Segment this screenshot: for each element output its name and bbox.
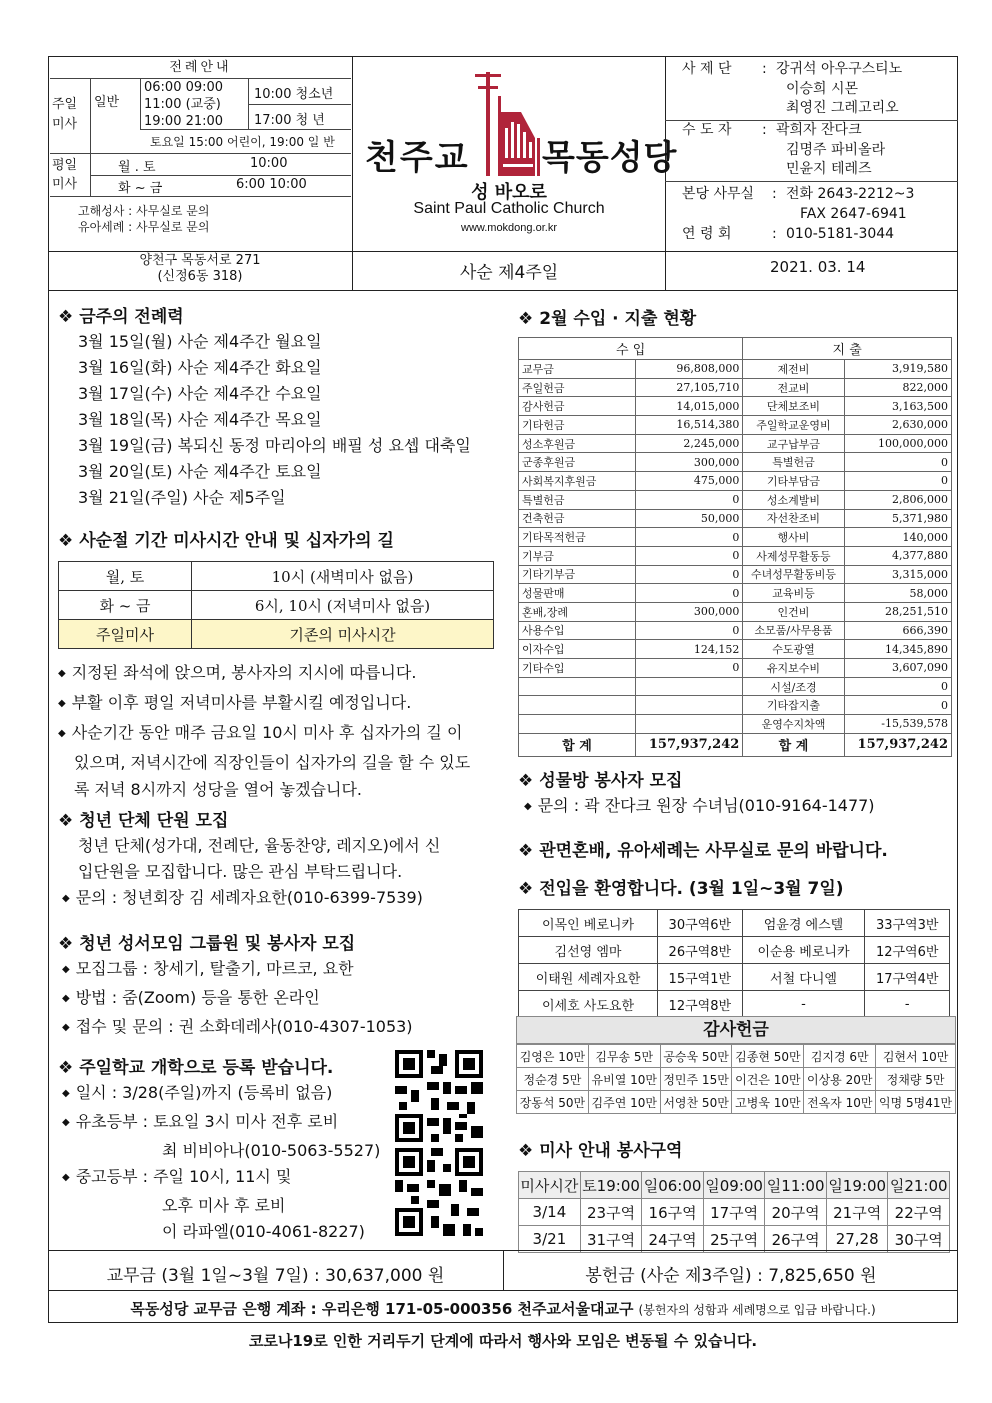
zone-cell: 17구역 xyxy=(703,1199,765,1226)
income-amount: 0 xyxy=(636,528,743,547)
office-phone: 전화 2643-2212~3 xyxy=(786,186,915,202)
zone-cell: 16구역 xyxy=(642,1199,704,1226)
table-row: 화 ~ 금 6시, 10시 (저녁미사 없음) xyxy=(59,591,494,620)
table-row xyxy=(519,397,952,416)
income-label: 사회복지후원금 xyxy=(519,472,636,491)
expense-label: 기타부담금 xyxy=(743,472,844,491)
weekday-time-1: 10:00 xyxy=(250,156,288,171)
table-row xyxy=(519,677,952,696)
table-row xyxy=(519,434,952,453)
income-label xyxy=(519,715,636,734)
zones-title: ❖ 미사 안내 봉사구역 xyxy=(518,1136,954,1161)
welcome-cell: 12구역6반 xyxy=(865,937,950,964)
school-elem-contact: 최 비비아나(010-5063-5527) xyxy=(162,1141,381,1160)
income-label: 교무금 xyxy=(519,360,636,379)
lent-section xyxy=(58,526,498,803)
weekday-mass-label: 평일 미사 xyxy=(52,158,78,192)
income-label: 기타수입 xyxy=(519,659,636,678)
finance-total-row xyxy=(519,733,952,756)
expense-amount: 666,390 xyxy=(844,621,951,640)
religious-role: 수 도 자 xyxy=(682,122,732,138)
expense-amount: 3,163,500 xyxy=(844,397,951,416)
income-amount: 0 xyxy=(636,490,743,509)
expense-amount: 140,000 xyxy=(844,528,951,547)
liturgy-item: 3월 15일(월) 사순 제4주간 월요일 xyxy=(78,332,322,351)
saturday-mass-line: 토요일 15:00 어린이, 19:00 일 반 xyxy=(150,135,335,149)
thanks-cell: 유비열 10만 xyxy=(588,1068,660,1091)
school-title: ❖ 주일학교 개학으로 등록 받습니다. xyxy=(58,1053,498,1078)
sunday-time-1: 06:00 09:00 xyxy=(144,80,224,95)
thanks-cell: 장동석 50만 xyxy=(517,1091,589,1114)
zone-cell: 25구역 xyxy=(703,1226,765,1253)
altar-title: ❖ 성물방 봉사자 모집 xyxy=(518,766,954,791)
header-bottom-line xyxy=(48,251,958,252)
zones-section xyxy=(518,1136,954,1253)
income-amount: 16,514,380 xyxy=(636,416,743,435)
expense-label: 전교비 xyxy=(743,378,844,397)
welcome-cell: 17구역4반 xyxy=(865,964,950,991)
expense-amount: 3,315,000 xyxy=(844,565,951,584)
sunday-time-3: 19:00 21:00 xyxy=(144,114,224,129)
income-amount xyxy=(636,696,743,715)
expense-label: 운영수지차액 xyxy=(743,715,844,734)
table-row xyxy=(519,565,952,584)
income-amount: 27,105,710 xyxy=(636,378,743,397)
weekday-days-2: 화 ~ 금 xyxy=(118,181,163,196)
link-label: 연 령 회 xyxy=(682,226,732,242)
liturgy-item: 3월 16일(화) 사순 제4주간 화요일 xyxy=(78,358,322,377)
qr-code-icon[interactable] xyxy=(395,1148,483,1236)
general-label: 일반 xyxy=(94,95,120,110)
welcome-cell: 12구역8반 xyxy=(658,991,743,1018)
office-label: 본당 사무실 xyxy=(682,186,755,202)
confession-note: 고해성사 : 사무실로 문의 xyxy=(78,204,210,218)
income-label: 특별헌금 xyxy=(519,490,636,509)
table-row xyxy=(519,1226,950,1253)
table-row xyxy=(517,1045,956,1068)
expense-label: 교구납부금 xyxy=(743,434,844,453)
expense-label: 인건비 xyxy=(743,602,844,621)
header-divider-1 xyxy=(352,56,353,290)
table-row xyxy=(519,937,950,964)
offering-total: 봉헌금 (사순 제3주일) : 7,825,650 원 xyxy=(585,1266,877,1286)
school-mid-contact: 이 라파엘(010-4061-8227) xyxy=(162,1222,365,1241)
table-row xyxy=(519,991,950,1018)
expense-amount: 3,919,580 xyxy=(844,360,951,379)
sunday-time-2: 11:00 (교중) xyxy=(144,97,221,112)
table-row xyxy=(519,1172,950,1199)
qr-code-icon[interactable] xyxy=(395,1050,483,1142)
youth-section xyxy=(58,806,498,914)
church-name-left: 천주교 xyxy=(365,138,470,178)
income-label: 이자수입 xyxy=(519,640,636,659)
table-row xyxy=(519,453,952,472)
expense-amount: 5,371,980 xyxy=(844,509,951,528)
zone-cell: 3/21 xyxy=(519,1226,581,1253)
youth-time-2: 17:00 청 년 xyxy=(254,113,325,128)
thanks-title: 감사헌금 xyxy=(516,1016,956,1044)
expense-amount: 822,000 xyxy=(844,378,951,397)
thanks-cell: 정채량 5만 xyxy=(876,1068,956,1091)
income-total: 157,937,242 xyxy=(636,733,743,756)
religious-name-2: 김명주 파비올라 xyxy=(786,141,886,158)
religious-name-3: 민윤지 테레즈 xyxy=(786,161,872,177)
expense-amount: 2,630,000 xyxy=(844,416,951,435)
table-row xyxy=(519,584,952,603)
schedule-box xyxy=(50,58,351,235)
bulletin-date: 2021. 03. 14 xyxy=(770,258,866,276)
table-row xyxy=(519,360,952,379)
zone-cell: 26구역 xyxy=(765,1226,827,1253)
welcome-cell: 30구역6반 xyxy=(658,910,743,937)
table-row xyxy=(519,602,952,621)
thanks-cell: 김지경 6만 xyxy=(804,1045,876,1068)
expense-amount: 28,251,510 xyxy=(844,602,951,621)
expense-label: 특별헌금 xyxy=(743,453,844,472)
zone-header: 일09:00 xyxy=(703,1172,765,1199)
lent-mass-table xyxy=(58,561,494,649)
welcome-cell: 서철 다니엘 xyxy=(742,964,865,991)
table-row xyxy=(519,378,952,397)
youth-time-1: 10:00 청소년 xyxy=(254,87,334,102)
expense-label: 사제성무활동등 xyxy=(743,546,844,565)
income-amount: 0 xyxy=(636,659,743,678)
thanks-cell: 공승욱 50만 xyxy=(660,1045,732,1068)
expense-total: 157,937,242 xyxy=(844,733,951,756)
zone-cell: 21구역 xyxy=(826,1199,888,1226)
office-box: 본당 사무실 : 전화 2643-2212~3 FAX 2647-6941 연 령 회 : 010-5181-3044 xyxy=(682,184,958,244)
week-title: 사순 제4주일 xyxy=(459,263,559,283)
welcome-cell: 이순용 베로니카 xyxy=(742,937,865,964)
welcome-cell: 15구역1반 xyxy=(658,964,743,991)
expense-amount: 0 xyxy=(844,453,951,472)
thanks-cell: 김종현 50만 xyxy=(732,1045,804,1068)
welcome-table xyxy=(518,909,950,1018)
bible-item: ◆ 접수 및 문의 : 권 소화데레사(010-4307-1053) xyxy=(62,1014,498,1043)
religious-box: 수 도 자 : 곽희자 잔다크 김명주 파비올라 민윤지 테레즈 xyxy=(682,121,952,180)
income-label: 기타목적헌금 xyxy=(519,528,636,547)
finance-section xyxy=(518,304,954,757)
table-row xyxy=(519,509,952,528)
welcome-cell: 26구역8반 xyxy=(658,937,743,964)
school-elem: ◆ 유초등부 : 토요일 3시 미사 전후 로비 xyxy=(62,1109,498,1138)
income-amount xyxy=(636,677,743,696)
table-row xyxy=(519,490,952,509)
expense-amount: 0 xyxy=(844,472,951,491)
expense-label: 제전비 xyxy=(743,360,844,379)
expense-amount: 2,806,000 xyxy=(844,490,951,509)
baptism-note: 유아세례 : 사무실로 문의 xyxy=(78,220,210,234)
expense-label: 단체보조비 xyxy=(743,397,844,416)
youth-title: ❖ 청년 단체 단원 모집 xyxy=(58,806,498,831)
expense-label: 소모품/사무용품 xyxy=(743,621,844,640)
welcome-cell: - xyxy=(865,991,950,1018)
thanks-cell: 김무송 5만 xyxy=(588,1045,660,1068)
expense-amount: 14,345,890 xyxy=(844,640,951,659)
thanks-cell: 전옥자 10만 xyxy=(804,1091,876,1114)
income-header: 수 입 xyxy=(519,338,743,360)
clergy-name-2: 이승희 시몬 xyxy=(786,80,859,97)
zone-header: 일21:00 xyxy=(888,1172,950,1199)
clergy-role: 사 제 단 xyxy=(682,61,732,77)
lent-note: ◆ 부활 이후 평일 저녁미사를 부활시킬 예정입니다. xyxy=(58,689,498,719)
welcome-cell: 이태원 세례자요한 xyxy=(519,964,658,991)
income-amount: 0 xyxy=(636,621,743,640)
expense-amount: 0 xyxy=(844,677,951,696)
table-row xyxy=(517,1091,956,1114)
income-amount: 0 xyxy=(636,565,743,584)
finance-table xyxy=(518,337,952,757)
thanks-cell: 이건은 10만 xyxy=(732,1068,804,1091)
table-row xyxy=(519,640,952,659)
lent-title: ❖ 사순절 기간 미사시간 안내 및 십자가의 길 xyxy=(58,526,498,551)
income-amount: 96,808,000 xyxy=(636,360,743,379)
church-name-right: 목동성당 xyxy=(542,138,678,178)
school-mid: ◆ 중고등부 : 주일 10시, 11시 및 xyxy=(62,1164,498,1193)
table-row: 주일미사 기존의 미사시간 xyxy=(59,620,494,649)
liturgy-item: 3월 19일(금) 복되신 동정 마리아의 배필 성 요셉 대축일 xyxy=(78,436,471,455)
bible-title: ❖ 청년 성서모임 그룹원 및 봉사자 모집 xyxy=(58,929,498,954)
income-label: 기타기부금 xyxy=(519,565,636,584)
expense-label: 성소계발비 xyxy=(743,490,844,509)
welcome-cell: 33구역3반 xyxy=(865,910,950,937)
finance-title: ❖ 2월 수입 · 지출 현황 xyxy=(518,304,954,329)
zone-header: 일19:00 xyxy=(826,1172,888,1199)
zone-header: 일06:00 xyxy=(642,1172,704,1199)
table-row xyxy=(519,910,950,937)
lent-note: ◆ 지정된 좌석에 앉으며, 봉사자의 지시에 따릅니다. xyxy=(58,659,498,689)
wedding-note: ❖ 관면혼배, 유아세례는 사무실로 문의 바랍니다. xyxy=(518,836,888,861)
liturgy-item: 3월 18일(목) 사순 제4주간 목요일 xyxy=(78,410,322,429)
bank-account: 목동성당 교무금 은행 계좌 : 우리은행 171-05-000356 천주교서울대교구 xyxy=(130,1300,634,1318)
income-amount: 2,245,000 xyxy=(636,434,743,453)
covid-notice: 코로나19로 인한 거리두기 단계에 따라서 행사와 모임은 변동될 수 있습니다. xyxy=(248,1332,758,1350)
income-amount: 300,000 xyxy=(636,602,743,621)
clergy-name-1: 강귀석 아우구스티노 xyxy=(776,61,903,77)
bank-line xyxy=(48,1298,958,1319)
income-amount: 14,015,000 xyxy=(636,397,743,416)
zone-header: 미사시간 xyxy=(519,1172,581,1199)
liturgy-item: 3월 17일(수) 사순 제4주간 수요일 xyxy=(78,384,322,403)
expense-label: 주일학교운영비 xyxy=(743,416,844,435)
income-label: 혼배,장례 xyxy=(519,602,636,621)
weekday-days-1: 월 . 토 xyxy=(118,160,156,175)
expense-amount: 58,000 xyxy=(844,584,951,603)
zone-cell: 27,28 xyxy=(826,1226,888,1253)
thanks-table xyxy=(516,1044,956,1114)
staff-box: 사 제 단 : 강귀석 아우구스티노 이승희 시몬 최영진 그레고리오 xyxy=(682,60,952,119)
income-label: 사용수입 xyxy=(519,621,636,640)
thanks-cell: 고병욱 10만 xyxy=(732,1091,804,1114)
zone-cell: 23구역 xyxy=(580,1199,642,1226)
church-logo xyxy=(475,68,545,180)
liturgy-title: ❖ 금주의 전례력 xyxy=(58,302,498,327)
thanks-cell: 김주연 10만 xyxy=(588,1091,660,1114)
income-label xyxy=(519,696,636,715)
header-bottom-line-2 xyxy=(48,290,958,291)
altar-contact: ◆ 문의 : 곽 잔다크 원장 수녀님(010-9164-1477) xyxy=(518,793,954,822)
fax: FAX 2647-6941 xyxy=(800,206,907,222)
liturgy-section xyxy=(58,302,498,511)
welcome-section xyxy=(518,874,954,1018)
liturgy-item: 3월 21일(주일) 사순 제5주일 xyxy=(78,488,286,507)
welcome-cell: 이세호 사도요한 xyxy=(519,991,658,1018)
bible-section xyxy=(58,929,498,1043)
schedule-title: 전례안내 xyxy=(50,58,351,79)
expense-label: 유지보수비 xyxy=(743,659,844,678)
table-row xyxy=(519,964,950,991)
income-label: 군종후원금 xyxy=(519,453,636,472)
table-row xyxy=(519,659,952,678)
income-label: 주일헌금 xyxy=(519,378,636,397)
lent-note: ◆ 사순기간 동안 매주 금요일 10시 미사 후 십자가의 길 이 있으며, 저녁시간에 직장인들이 십자가의 길을 할 수 있도록 저녁 8시까지 성당을 열어 놓겠습니다. xyxy=(58,719,474,803)
welcome-cell: 이목인 베로니카 xyxy=(519,910,658,937)
thanks-section xyxy=(516,1016,956,1114)
expense-label: 교육비등 xyxy=(743,584,844,603)
income-amount: 50,000 xyxy=(636,509,743,528)
liturgy-item: 3월 20일(토) 사순 제4주간 토요일 xyxy=(78,462,322,481)
thanks-cell: 익명 5명41만 xyxy=(876,1091,956,1114)
english-name: Saint Paul Catholic Church xyxy=(413,200,605,217)
income-label: 건축헌금 xyxy=(519,509,636,528)
table-row xyxy=(519,715,952,734)
table-row xyxy=(519,416,952,435)
expense-label: 기타잡지출 xyxy=(743,696,844,715)
zone-cell: 22구역 xyxy=(888,1199,950,1226)
total-label: 합 계 xyxy=(519,733,636,756)
welcome-cell: 김선영 엠마 xyxy=(519,937,658,964)
expense-amount: 3,607,090 xyxy=(844,659,951,678)
clergy-name-3: 최영진 그레고리오 xyxy=(786,100,899,116)
zone-cell: 20구역 xyxy=(765,1199,827,1226)
expense-amount: 100,000,000 xyxy=(844,434,951,453)
table-row xyxy=(519,472,952,491)
welcome-cell: 엄윤경 에스텔 xyxy=(742,910,865,937)
income-label: 감사헌금 xyxy=(519,397,636,416)
weekday-time-2: 6:00 10:00 xyxy=(236,177,307,192)
table-row xyxy=(519,621,952,640)
table-row xyxy=(519,1199,950,1226)
expense-header: 지 출 xyxy=(743,338,952,360)
expense-label: 수녀성무활동비등 xyxy=(743,565,844,584)
expense-label: 시설/조경 xyxy=(743,677,844,696)
income-label: 성물판매 xyxy=(519,584,636,603)
link-phone: 010-5181-3044 xyxy=(786,226,895,242)
zone-cell: 24구역 xyxy=(642,1226,704,1253)
sunday-mass-label: 주일 미사 xyxy=(52,97,78,132)
income-amount: 0 xyxy=(636,546,743,565)
patron-name: 성 바오로 xyxy=(471,182,547,203)
income-label: 기부금 xyxy=(519,546,636,565)
thanks-cell: 김현서 10만 xyxy=(876,1045,956,1068)
thanks-cell: 정민주 15만 xyxy=(660,1068,732,1091)
income-amount: 300,000 xyxy=(636,453,743,472)
expense-label: 행사비 xyxy=(743,528,844,547)
bible-item: ◆ 모집그룹 : 창세기, 탈출기, 마르코, 요한 xyxy=(62,956,498,985)
income-amount: 124,152 xyxy=(636,640,743,659)
income-label: 성소후원금 xyxy=(519,434,636,453)
bank-note: (봉헌자의 성함과 세례명으로 입금 바랍니다.) xyxy=(638,1303,876,1317)
welcome-title: ❖ 전입을 환영합니다. (3월 1일~3월 7일) xyxy=(518,874,954,899)
table-row xyxy=(517,1068,956,1091)
website: www.mokdong.or.kr xyxy=(461,222,557,234)
income-amount: 475,000 xyxy=(636,472,743,491)
zone-cell: 31구역 xyxy=(580,1226,642,1253)
thanks-cell: 정순경 5만 xyxy=(517,1068,589,1091)
expense-amount: -15,539,578 xyxy=(844,715,951,734)
expense-label: 수도광열 xyxy=(743,640,844,659)
thanks-cell: 이상용 20만 xyxy=(804,1068,876,1091)
youth-contact: ◆ 문의 : 청년회장 김 세례자요한(010-6399-7539) xyxy=(58,885,498,914)
table-row xyxy=(519,696,952,715)
income-label xyxy=(519,677,636,696)
table-row xyxy=(519,528,952,547)
table-row xyxy=(519,546,952,565)
total-label: 합 계 xyxy=(743,733,844,756)
expense-amount: 0 xyxy=(844,696,951,715)
zone-cell: 3/14 xyxy=(519,1199,581,1226)
church-address: 양천구 목동서로 271 (신정6동 318) xyxy=(139,253,261,284)
thanks-cell: 김영은 10만 xyxy=(517,1045,589,1068)
zone-header: 토19:00 xyxy=(580,1172,642,1199)
welcome-cell: - xyxy=(742,991,865,1018)
income-label: 기타헌금 xyxy=(519,416,636,435)
income-amount: 0 xyxy=(636,584,743,603)
expense-amount: 4,377,880 xyxy=(844,546,951,565)
school-date: ◆ 일시 : 3/28(주일)까지 (등록비 없음) xyxy=(62,1080,498,1109)
altar-section xyxy=(518,766,954,822)
thanks-cell: 서영찬 50만 xyxy=(660,1091,732,1114)
bible-item: ◆ 방법 : 줌(Zoom) 등을 통한 온라인 xyxy=(62,985,498,1014)
income-amount xyxy=(636,715,743,734)
zones-table xyxy=(518,1171,950,1253)
zone-cell: 30구역 xyxy=(888,1226,950,1253)
zone-header: 일11:00 xyxy=(765,1172,827,1199)
religious-name-1: 곽희자 잔다크 xyxy=(776,122,862,138)
youth-body: 청년 단체(성가대, 전례단, 율동찬양, 레지오)에서 신입단원을 모집합니다. 많은 관심 부탁드립니다. xyxy=(78,836,441,881)
dues-total: 교무금 (3월 1일~3월 7일) : 30,637,000 원 xyxy=(106,1266,445,1286)
table-row: 월, 토 10시 (새벽미사 없음) xyxy=(59,562,494,591)
school-mid-line2: 오후 미사 후 로비 xyxy=(162,1196,286,1215)
expense-label: 자선찬조비 xyxy=(743,509,844,528)
